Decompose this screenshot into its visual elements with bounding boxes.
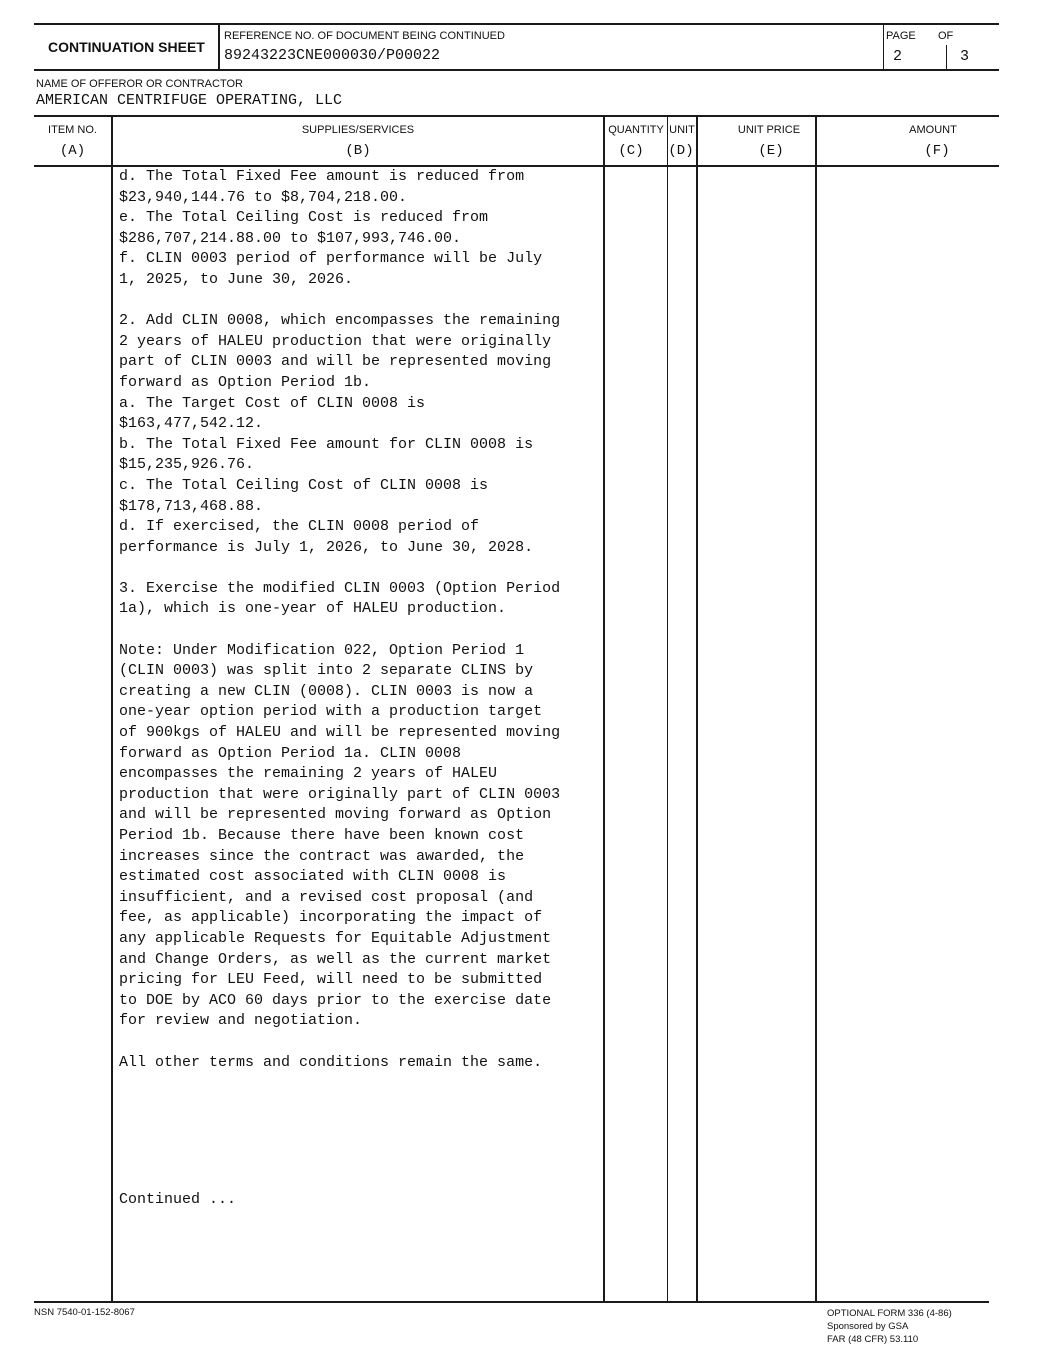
column-code-e: (E) <box>758 143 784 159</box>
body-line <box>119 620 560 641</box>
table-bottom-border <box>34 1301 989 1303</box>
body-line: Period 1b. Because there have been known cost <box>119 827 525 844</box>
top-border <box>34 23 999 25</box>
body-line: performance is July 1, 2026, to June 30, 2028. <box>119 538 534 556</box>
col-divider-b-c <box>603 115 605 1302</box>
body-line: to DOE by ACO 60 days prior to the exercise date <box>119 991 552 1009</box>
header-bottom-border <box>34 69 999 71</box>
body-line: creating a new CLIN (0008). CLIN 0003 is now a <box>119 682 534 700</box>
column-header-supplies-services: SUPPLIES/SERVICES <box>301 124 415 136</box>
page-total: 3 <box>960 48 970 65</box>
body-line <box>119 1032 560 1053</box>
body-line: estimated cost associated with CLIN 0008 is <box>119 868 507 886</box>
column-code-c: (C) <box>618 143 644 159</box>
body-line: pricing for LEU Feed, will need to be submitted <box>119 971 543 989</box>
body-line: for review and negotiation. <box>119 1012 363 1030</box>
body-line: forward as Option Period 1a. CLIN 0008 <box>119 744 462 762</box>
page-divider <box>883 23 884 70</box>
continued-note: Continued ... <box>119 1191 237 1208</box>
nsn-number: NSN 7540-01-152-8067 <box>34 1307 135 1318</box>
body-line: c. The Total Ceiling Cost of CLIN 0008 is <box>119 476 489 494</box>
body-line: insufficient, and a revised cost proposal (and <box>119 888 534 906</box>
column-code-d: (D) <box>668 143 694 159</box>
optional-form-label: OPTIONAL FORM 336 (4-86) <box>827 1308 952 1319</box>
body-line: forward as Option Period 1b. <box>119 373 372 391</box>
body-line: 3. Exercise the modified CLIN 0003 (Option Period <box>119 579 561 597</box>
col-divider-c-d <box>667 115 668 1302</box>
body-line: and Change Orders, as well as the current market <box>119 950 552 968</box>
body-line: part of CLIN 0003 and will be represented moving <box>119 353 552 371</box>
body-line <box>119 291 560 312</box>
page-label: PAGE <box>886 30 916 42</box>
col-divider-a-b <box>111 115 113 1302</box>
column-header-item-no: ITEM NO. <box>48 124 97 136</box>
body-line: $286,707,214.88.00 to $107,993,746.00. <box>119 229 462 247</box>
page-number: 2 <box>893 48 903 65</box>
body-line: b. The Total Fixed Fee amount for CLIN 0008 is <box>119 435 534 453</box>
body-line: 2 years of HALEU production that were originally <box>119 332 552 350</box>
body-line: any applicable Requests for Equitable Adjustment <box>119 929 552 947</box>
body-line: 2. Add CLIN 0008, which encompasses the remaining <box>119 312 561 330</box>
body-line <box>119 558 560 579</box>
body-line: 1, 2025, to June 30, 2026. <box>119 270 354 288</box>
body-line: $163,477,542.12. <box>119 415 264 433</box>
column-header-amount: AMOUNT <box>909 124 957 136</box>
page-of-divider <box>946 45 947 69</box>
form-title: CONTINUATION SHEET <box>48 39 205 55</box>
supplies-services-text <box>119 167 560 1073</box>
column-header-unit: UNIT <box>669 124 695 136</box>
table-top-border <box>34 115 999 117</box>
offeror-label: NAME OF OFFEROR OR CONTRACTOR <box>36 78 243 90</box>
body-line: production that were originally part of CLIN 0003 <box>119 785 561 803</box>
reference-label: REFERENCE NO. OF DOCUMENT BEING CONTINUED <box>224 30 505 42</box>
body-line: encompasses the remaining 2 years of HALEU <box>119 765 498 783</box>
of-label: OF <box>938 30 954 42</box>
body-line: $15,235,926.76. <box>119 456 255 474</box>
body-line: Note: Under Modification 022, Option Period 1 <box>119 641 525 659</box>
reference-number: 89243223CNE000030/P00022 <box>224 47 441 64</box>
body-line: 1a), which is one-year of HALEU production. <box>119 600 507 618</box>
column-code-a: (A) <box>59 143 86 159</box>
body-line: e. The Total Ceiling Cost is reduced from <box>119 209 489 227</box>
col-divider-d-e <box>696 115 698 1302</box>
body-line: one-year option period with a production target <box>119 703 543 721</box>
offeror-name: AMERICAN CENTRIFUGE OPERATING, LLC <box>36 92 343 109</box>
body-line: and will be represented moving forward as Option <box>119 806 552 824</box>
sponsor-label: Sponsored by GSA <box>827 1321 909 1332</box>
body-line: All other terms and conditions remain the same. <box>119 1053 543 1071</box>
body-line: $178,713,468.88. <box>119 497 264 515</box>
body-line: fee, as applicable) incorporating the impact of <box>119 909 543 927</box>
body-line: of 900kgs of HALEU and will be represented moving <box>119 724 561 742</box>
body-line: a. The Target Cost of CLIN 0008 is <box>119 394 426 412</box>
body-line: d. If exercised, the CLIN 0008 period of <box>119 518 480 536</box>
col-divider-e-f <box>815 115 817 1302</box>
body-line: (CLIN 0003) was split into 2 separate CLINS by <box>119 662 534 680</box>
body-line: increases since the contract was awarded, the <box>119 847 525 865</box>
body-line: f. CLIN 0003 period of performance will be July <box>119 250 543 268</box>
column-header-quantity: QUANTITY <box>608 124 664 136</box>
column-header-unit-price: UNIT PRICE <box>737 124 801 136</box>
far-reference: FAR (48 CFR) 53.110 <box>827 1334 919 1345</box>
column-code-f: (F) <box>924 143 950 159</box>
body-line: $23,940,144.76 to $8,704,218.00. <box>119 188 408 206</box>
column-code-b: (B) <box>345 143 371 159</box>
title-divider <box>218 23 220 70</box>
body-line: d. The Total Fixed Fee amount is reduced from <box>119 168 525 185</box>
